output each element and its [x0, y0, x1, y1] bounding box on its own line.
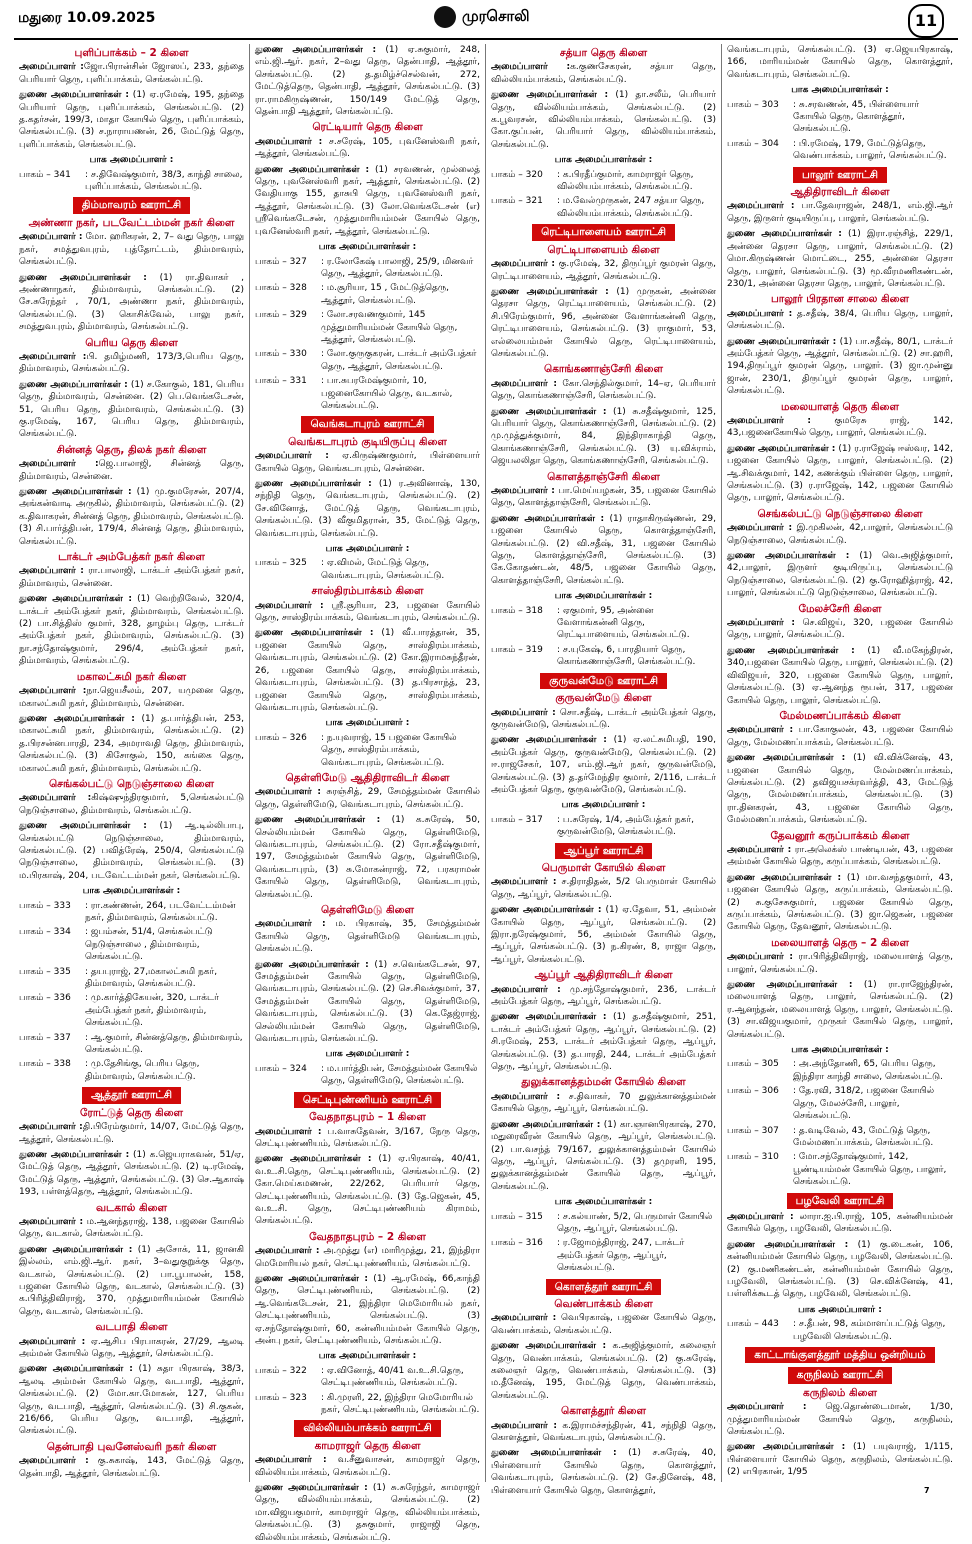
booth-label: பாகம் – 327: [255, 256, 307, 267]
edition-date: மதுரை 10.09.2025: [18, 10, 156, 26]
organizer-para: அமைப்பாளர் : லாரா.ஐ.பி.ராஜ், 105, கன்னியம்மன் கோயில் தெரு, பழவேலி, செங்கல்பட்டு.: [727, 1211, 953, 1235]
region-label: பாலூர் ஊராட்சி: [793, 167, 887, 183]
booth-text: : ர.ஜோமந்திராஜ், 247, டாக்டர் அம்பேத்கர் தெரு, ஆப்பூர், செங்கல்பட்டு.: [557, 1238, 685, 1274]
branch-title: ரெட்டியார் தெரு கிளை: [312, 121, 423, 134]
organizer-para: அமைப்பாளர் :க.குணசேகரன், சத்யா தெரு, வில்லியம்பாக்கம், செங்கல்பட்டு.: [491, 62, 716, 85]
booth-text: : ந.யுவராஜ், 15 பஜனை கோயில் தெரு, சாஸ்திரம்பாக்கம், வெங்கடாபுரம், செங்கல்பட்டு.: [321, 732, 457, 768]
deputy-para: துணை அமைப்பாளர்கள் : (1) சு.சுரேந்தர், காமராஜர் தெரு, வில்லியம்பாக்கம், செங்கல்பட்டு. (2) மா.விஜயகுமார், காமராஜர் தெரு, வில்லியம்பாக்கம், செங்கல்பட்டு. (3) தசுகுமார், ராஜாஜி தெரு, வில்லியம்பாக்கம், செங்கல்பட்டு.: [255, 1483, 480, 1543]
branch-title: செங்கல்பட்டு நெடுஞ்சாலை கிளை: [757, 507, 923, 520]
booth-text: : அ.அந்தோணி, 65, பெரிய தெரு, இந்திரா காந்தி சாலை, செங்கல்பட்டு.: [793, 1059, 943, 1082]
section-subheading: பாக அமைப்பாளர்கள் :: [318, 1351, 417, 1362]
deputy-para: துணை அமைப்பாளர்கள் : (1) ர.அவினாஷ், 130, சந்நிதி தெரு, வெங்கடாபுரம், செங்கல்பட்டு. (2) சே.வினோத், மேட்டுத் தெரு, வெங்கடாபுரம், செங்கல்பட்டு. (3) வீகுமிதரான், 35, மேட்டுத் தெரு, வெங்கடாபுரம், செங்கல்பட்டு.: [255, 479, 481, 539]
booth-label: பாகம் – 326: [255, 732, 307, 743]
booth-text: : ஆ.குமார், சின்னத்தெரு, திம்மாவரம், செங்கல்பட்டு.: [85, 1032, 243, 1056]
organizer-para: அமைப்பாளர் : பா.தேவராஜன், 248/1, எம்.ஜி.ஆர் தெரு, இருளர் குடியிருப்பு, பாலூர், செங்கல்பட்டு.: [727, 201, 953, 224]
booth-label: பாகம் – 303: [727, 99, 779, 110]
column-2: [250, 44, 486, 1543]
booth-text: : ம.பார்த்திபன், சேமத்தம்மன் கோயில் தெரு, தெள்ளிமேடு, செங்கல்பட்டு.: [321, 1063, 478, 1087]
organizer-para: அமைப்பாளர் : ச.சரேஷ், 105, புவனேஸ்வரி நகர், ஆத்தூர், செங்கல்பட்டு.: [255, 136, 480, 160]
branch-title: ரெட்டிபாளையம் கிளை: [547, 243, 660, 256]
branch-title: மேலச்சேரி கிளை: [798, 602, 882, 615]
region-label: பழவேலி ஊராட்சி: [787, 1193, 894, 1209]
booth-row: [255, 348, 480, 373]
booth-text: : ம.சூரியா, 15 , மேட்டுத்தெரு, ஆத்தூர், செங்கல்பட்டு.: [321, 283, 450, 306]
column-1: [14, 44, 250, 1482]
booth-text: : மு.கார்த்திகேயன், 320, டாக்டர் அம்பேத்கர் நகர், திம்மாவரம், செங்கல்பட்டு.: [85, 993, 219, 1029]
sun-icon: [434, 6, 456, 28]
organizer-para: அமைப்பாளர் : செ.விஜய், 320, பஜனை கோயில் தெரு, பாலூர், செங்கல்பட்டு.: [727, 618, 953, 641]
organizer-para: அமைப்பாளர் : சொ.சதீஷ், டாக்டர் அம்பேத்கர் தெரு, குருவன்மேடு, செங்கல்பட்டு.: [491, 707, 716, 730]
section-subheading: பாக அமைப்பாளர் :: [325, 718, 410, 729]
booth-label: பாகம் – 322: [255, 1365, 307, 1376]
booth-row: [255, 375, 480, 412]
branch-title: மலையாளத் தெரு கிளை: [781, 400, 899, 413]
newspaper-logo: [434, 6, 530, 28]
deputy-para: துணை அமைப்பாளர்கள் : (1) ஆ.டில்லிபாபு, செங்கல்பட்டு நெடுஞ்சாலை, திம்மாவரம், செங்கல்பட்டு. (2) பவித்ரேஷ், 250/4, செங்கல்பட்டு நெடுஞ்சாலை, திம்மாவரம், செங்கல்பட்டு. (3) ம.பிரகாஷ், 204, படவேட்டம்மன் நகர், செங்கல்பட்டு.: [19, 821, 244, 881]
page-number: 11: [908, 4, 944, 38]
section-subheading: பாக அமைப்பாளர் :: [325, 1049, 410, 1060]
deputy-para: துணை அமைப்பாளர்கள் : (1) ர.ராஜேஷ் ஈஸ்வர, 142, பஜனை கோயில் தெரு, பாலூர், செங்கல்பட்டு. (2) ஆ.சிவக்குமார், 142, கணக்கும் பிள்ளை தெரு, பாலூர், செங்கல்பட்டு. (3) ர.ராஜேஷ், 142, பஜனை கோயில் தெரு, பாலூர், செங்கல்பட்டு.: [727, 443, 953, 504]
booth-text: : மோ.சந்தோஷ்குமார், 142, பூண்டியம்மன் கோயில் தெரு, பாலூர், செங்கல்பட்டு.: [793, 1152, 947, 1188]
region-label: திம்மாவரம் ஊராட்சி: [73, 197, 190, 213]
deputy-para: துணை அமைப்பாளர்கள் : (1) ரா.திவாகர் , அண்ணாநகர், திம்மாவரம், செங்கல்பட்டு. (2) சே.சுரேந்தர் , 70/1, அண்ணா நகர், திம்மாவரம், செங்கல்பட்டு. (3) கொசிக்வேல், பாலு நகர், சமத்துவபுரம், திம்மாவரம், செங்கல்பட்டு.: [19, 272, 244, 333]
booth-row: [19, 169, 244, 194]
region-label: ரெட்டிபாளையம் ஊராட்சி: [532, 224, 675, 240]
deputy-para: துணை அமைப்பாளர்கள் : (1) சரவணன், முல்லைத் தெரு, புவனேஸ்வரி நகர், ஆத்தூர், செங்கல்பட்டு. (2) வேதியாகு 155, தாசுபி தெரு, புவனேஸ்வரி நகர், ஆத்தூர், செங்கல்பட்டு. (3) லோ.வெங்கடேசன் (எ) ஸ்ரீவெங்கடேசன், முத்துமாரியம்மன் கோயில் தெரு, புவனேஸ்வரி நகர், ஆத்தூர், செங்கல்பட்டு.: [255, 164, 481, 237]
deputy-para: துணை அமைப்பாளர்கள் : (1) சு.சதீஷ்குமார், 125, பெரியார் தெரு, கொங்கணாஞ்சேரி, செங்கல்பட்டு. (2) மு.முத்துக்குமார், 84, இந்திராகாந்தி தெரு, கொங்கணாஞ்சேரி, செங்கல்பட்டு. (3) யு.விக்ராம், ஜெயலலிதா தெரு, கொங்கணாஞ்சேரி, செங்கல்பட்டு.: [491, 406, 716, 467]
booth-row: [727, 99, 953, 136]
booth-row: [727, 1058, 953, 1083]
column-4: [722, 44, 958, 1482]
deputy-para: துணை அமைப்பாளர்கள் : (1) க.சுரேஷ், 50, செல்லியம்மன் கோயில் தெரு, தெள்ளிமேடு, வெங்கடாபுரம், செங்கல்பட்டு. (2) ரோ.சதீஷ்குமார், 197, சேமத்தம்மன் கோயில் தெரு, தெள்ளிமேடு, வெங்கடாபுரம், (3) சு.மோகன்ராஜ், 72, பரகராமன் கோயில் தெரு, தெள்ளிமேடு, வெங்கடாபுரம், செங்கல்பட்டு.: [255, 815, 480, 900]
section-subheading: பாக அமைப்பாளர்கள் :: [554, 1197, 653, 1208]
branch-title: சின்னத் தெரு, திலக் நகர் கிளை: [56, 443, 207, 456]
deputy-para: துணை அமைப்பாளர்கள் : (1) அசோக், 11, ஜானகி இல்லம், எம்.ஜி.ஆர். நகர், 3–வதுகுறுக்கு தெரு, வடகால், செங்கல்பட்டு. (2) பா.பூபாலன், 158, பஜனை கோயில் தெரு, வடகால், செங்கல்பட்டு. (3) க.பிரித்திவிராஜ், 370, முத்துமாரியம்மன் கோயில் தெரு, வடகால், செங்கல்பட்டு.: [19, 1244, 244, 1317]
branch-title: மகாலட்சுமி நகர் கிளை: [76, 670, 187, 683]
branch-title: ஆதிதிராவிடர் கிளை: [790, 186, 890, 199]
deputy-para: துணை அமைப்பாளர்கள் : (1) சுதா பிரகாஷ், 38/3, ஆலடி அம்மன் கோயில் தெரு, வடபாதி, ஆத்தூர், செங்கல்பட்டு. (2) மோ.கா.மோகன், 127, பெரிய தெரு, வடபாதி, ஆத்தூர், செங்கல்பட்டு. (3) சி.குகன், 216/66, பெரிய தெரு, வடபாதி, ஆத்தூர், செங்கல்பட்டு.: [19, 1364, 244, 1437]
booth-label: பாகம் – 305: [727, 1059, 779, 1070]
branch-title: ரோட்டுத் தெரு கிளை: [79, 1106, 183, 1119]
header-rule: [14, 38, 958, 40]
deputy-para: துணை அமைப்பாளர்கள் : (1) ஆ.ரமேஷ், 66,காந்தி தெரு, செட்டிபுண்ணியம், செங்கல்பட்டு. (2) ஆ.வெங்கடேசன், 21, இந்திரா மெமோரியல் நகர், செட்டிபுண்ணியம், செங்கல்பட்டு. (3) ஏ.சந்தோஷ்குமார், 60, கன்னியம்மன் கோயில் தெரு, அன்பு நகர், செட்டிபுண்ணியம், செங்கல்பட்டு.: [255, 1273, 480, 1346]
booth-text: : சு.சரவணன், 45, பிள்ளையார் கோயில் தெரு, கொளத்தூர், செங்கல்பட்டு.: [793, 99, 920, 135]
branch-title: குருவன்மேடு கிளை: [555, 692, 652, 705]
booth-label: பாகம் – 318: [491, 605, 543, 616]
organizer-para: அமைப்பாளர் : ம.ஆனந்தராஜ், 138, பஜனை கோயில் தெரு, வடகால், செங்கல்பட்டு.: [19, 1216, 244, 1240]
region-label: கருநிலம் ஊராட்சி: [788, 1367, 893, 1383]
union-banner: [727, 1347, 953, 1363]
branch-title: வடபாதி கிளை: [95, 1321, 168, 1334]
booth-text: : ச.தீபன், 98, கம்மாளப்பட்டுத் தெரு, பழவேலி செங்கல்பட்டு.: [793, 1319, 946, 1342]
region-label: ஆத்தூர் ஊராட்சி: [82, 1087, 181, 1103]
deputy-para: துணை அமைப்பாளர்கள் : (1) இரா.ரஞ்சித், 229/1, அன்னை தெரசா தெரு, பாலூர், செங்கல்பட்டு. (2) மொ.கிருஷ்ணன் மொட்டை, 255, அன்னை தெரசா தெரு, பாலூர், செங்கல்பட்டு. (3) மூ.வீரமணிகண்டன், 230/1, அன்னை தெரசா தெரு, பாலூர், செங்கல்பட்டு.: [727, 229, 953, 289]
booth-row: [255, 256, 480, 281]
deputy-para: துணை அமைப்பாளர்கள் : (1) ஏ.சுகுமார், 248, எம்.ஜி.ஆர். நகர், 2–வது தெரு, தென்பாதி, ஆத்தூர், செங்கல்பட்டு. (2) த.தமிழ்ச்செல்வன், 272, மேட்டுத்தெரு, தென்பாதி, ஆத்தூர், செங்கல்பட்டு. (3) ரா.ராமகிருஷ்ணன், 150/149 மேட்டுத் தெரு, தென்பாதி ஆத்தூர், செங்கல்பட்டு.: [255, 45, 480, 118]
booth-row: [19, 1058, 244, 1083]
deputy-para: துணை அமைப்பாளர்கள் : (1) பா.சதீஷ், 80/1, டாக்டர் அம்பேத்கர் தெரு, ஆத்தூர், செங்கல்பட்டு. (2) சா.ஹரி, 194,திருப்பூர் குமரன் தெரு, பாலூர். (3) ஜா.முன்னு ஜான், 230/1, திருப்பூர் குமரன் தெரு, பாலூர், செங்கல்பட்டு.: [727, 336, 953, 397]
booth-row: [491, 814, 716, 839]
booth-row: [19, 992, 244, 1029]
booth-label: பாகம் – 341: [19, 169, 71, 180]
organizer-para: அமைப்பாளர் : குமரேசு ராஜ், 142, 43,பஜனைகோயில் தெரு, பாலூர், செங்கல்பட்டு.: [727, 415, 953, 439]
organizer-para: அமைப்பாளர் : ரா.பாலாஜி, டாக்டர் அம்பேத்கர் நகர், திம்மாவரம், சென்னை.: [19, 566, 244, 589]
branch-title: டாக்டர் அம்பேத்கர் நகர் கிளை: [58, 551, 205, 564]
branch-title: செங்கல்பட்டு நெடுஞ்சாலை கிளை: [49, 777, 214, 790]
branch-title: பாலூர் பிரதான சாலை கிளை: [770, 293, 910, 306]
booth-label: பாகம் – 328: [255, 283, 307, 294]
organizer-para: அமைப்பாளர் : ஸ்ரீ.சூரியா, 23, பஜனை கோயில் தெரு, சாஸ்திரம்பாக்கம், வெங்கடாபுரம், செங்கல்பட்டு.: [255, 600, 480, 624]
booth-label: பாகம் – 337: [19, 1032, 71, 1043]
deputy-para: துணை அமைப்பாளர்கள் : (1) தா.சலீம், பெரியார் தெரு, வில்லியம்பாக்கம், செங்கல்பட்டு. (2) க.பூவரசன், வில்லியம்பாக்கம், செங்கல்பட்டு. (3) கோ.குப்பன், பெரியார் தெரு, வில்லியம்பாக்கம், செங்கல்பட்டு.: [491, 90, 717, 150]
booth-row: [491, 644, 716, 669]
booth-row: [255, 1392, 480, 1417]
organizer-para: அமைப்பாளர் : ஏ.ஆசிப பிரபாகரன், 27/29, ஆலடி அம்மன் கோயில் தெரு, ஆத்தூர், செங்கல்பட்டு.: [19, 1336, 244, 1359]
region-banner: [255, 1092, 480, 1108]
deputy-para: துணை அமைப்பாளர்கள் : (1) ச.வெங்கடேசன், 97, சேமத்தம்மன் கோயில் தெரு, தெள்ளிமேடு, வெங்கடாபுரம், செங்கல்பட்டு. (2) செ.சிவக்குமார், 37, சேமத்தம்மன் கோயில் தெரு, தெள்ளிமேடு, வெங்கடாபுரம், செங்கல்பட்டு. (3) கெ.தேஜ்ராஜ், செல்லியம்மன் கோயில் தெரு, தெள்ளிமேடு, வெங்கடாபுரம், செங்கல்பட்டு.: [255, 959, 481, 1045]
branch-title: மலையாளத் தெரு – 2 கிளை: [771, 936, 909, 949]
section-subheading: பாக அமைப்பாளர்கள் :: [791, 1045, 889, 1056]
booth-text: : ர.லோகேஷ் பாலாஜி, 25/9, மினவர் தெரு, ஆத்தூர், செங்கல்பட்டு.: [321, 256, 474, 279]
booth-label: பாகம் – 317: [491, 814, 543, 825]
booth-text: : ச.கல்யாண், 5/2, பெருமாள் கோயில் தெரு, ஆப்பூர், செங்கல்பட்டு.: [557, 1211, 713, 1234]
region-banner: [491, 673, 716, 689]
booth-label: பாகம் – 334: [19, 927, 71, 938]
branch-title: மேல்மணப்பாக்கம் கிளை: [779, 709, 901, 722]
booth-label: பாகம் – 315: [491, 1211, 543, 1222]
booth-label: பாகம் – 338: [19, 1059, 71, 1070]
section-subheading: பாக அமைப்பாளர் :: [561, 800, 646, 811]
booth-row: [19, 966, 244, 991]
region-banner: [491, 224, 716, 240]
booth-text: : ஏ.வினோத், 40/41 வ.உ.சி.தெரு, செட்டிபுண்ணியம், செங்கல்பட்டு.: [321, 1365, 464, 1389]
booth-text: : கி.முரளி, 22, இந்திரா மெமோரியல் நகர், செட்டிபுண்ணியம், செங்கல்பட்டு.: [321, 1392, 480, 1416]
organizer-para: அமைப்பாளர் :நா.ஜெயசீலம், 207, யமுனை தெரு, மகாலட்சுமி நகர், திம்மாவரம், சென்னை.: [19, 686, 244, 709]
section-subheading: பாக அமைப்பாளர்கள் :: [82, 886, 181, 897]
continued-para: வெங்கடாபுரம், செங்கல்பட்டு. (3) ஏ.ஜெயபிரகாஷ், 166, மாரியம்மன் கோயில் தெரு, கொளத்தூர், வெங்கடாபுரம், செங்கல்பட்டு.: [727, 45, 953, 80]
organizer-para: அமைப்பாளர் : ஏ.கிருஷ்ணகுமார், பிள்ளையார் கோயில் தெரு, வெங்கடாபுரம், சென்னை.: [255, 451, 480, 474]
region-banner: [19, 197, 244, 213]
booth-label: பாகம் – 304: [727, 138, 779, 149]
section-subheading: பாக அமைப்பாளர்கள் :: [554, 591, 653, 602]
deputy-para: துணை அமைப்பாளர்கள் : (1) வெ.அஜித்குமார், 42,பாலூர், இருளர் குடியிருப்பு, செங்கல்பட்டு நெடுஞ்சாலை, செங்கல்பட்டு. (2) கு.ரோஹித்ராஜ், 42, பாலூர், செங்கல்பட்டு நெடுஞ்சாலை, செங்கல்பட்டு.: [727, 551, 953, 599]
deputy-para: துணை அமைப்பாளர்கள் : (1) ச.சுரேஷ், 40, பிள்ளையார் கோயில் தெரு, கொளத்தூர், வெங்கடாபுரம், செங்கல்பட்டு. (2) சே.தினேஷ், 48, பிள்ளையார் கோயில் தெரு, கொளத்தூர்,: [491, 1448, 716, 1496]
booth-text: : ஏ.விமல், மேட்டுத் தெரு, வெங்கடாபுரம், செங்கல்பட்டு.: [321, 558, 445, 581]
booth-text: : த.வடிவேல், 43, மேட்டுத் தெரு, மேல்மணப்பாக்கம், செங்கல்பட்டு.: [793, 1125, 934, 1148]
booth-row: [255, 732, 480, 769]
organizer-para: அமைப்பாளர் : வ.சீனுவாசன், காமராஜர் தெரு, வில்லியம்பாக்கம், செங்கல்பட்டு.: [255, 1455, 480, 1478]
booth-row: [727, 1125, 953, 1150]
booth-text: : ச.திவேஷ்குமார், 38/3, காந்தி சாலை, புளிப்பாக்கம், செங்கல்பட்டு.: [85, 169, 243, 193]
booth-text: : ஏகுமார், 95, அன்னை வேளாங்கன்னி தெரு, ரெட்டிபாளையம், செங்கல்பட்டு.: [557, 605, 690, 641]
organizer-para: அமைப்பாளர் : கோ.செந்தில்குமார், 14–ஏ, பெரியார் தெரு, கொங்கணாஞ்சேரி, செங்கல்பட்டு.: [491, 378, 716, 402]
region-banner: [491, 843, 716, 859]
organizer-para: அமைப்பாளர் :பி. தமிழ்மணி, 173/3,பெரிய தெரு, திம்மாவரம், செங்கல்பட்டு.: [19, 351, 244, 375]
branch-title: கொளத்தாஞ்சேரி கிளை: [547, 470, 660, 483]
branch-title: காமராஜர் தெரு கிளை: [314, 1439, 421, 1452]
branch-title: கொளத்தூர் கிளை: [561, 1405, 646, 1418]
organizer-para: அமைப்பாளர் :தி.பிரேம்குமார், 14/07, மேட்டுத் தெரு, ஆத்தூர், செங்கல்பட்டு.: [19, 1122, 244, 1145]
deputy-para: துணை அமைப்பாளர்கள் : (1) முருகன், அன்னை தெரசா தெரு, ரெட்டிபாளையம், செங்கல்பட்டு. (2) சி.பிரேம்குமார், 96, அன்னை வேளாங்கன்னி தெரு, ரெட்டிபாளையம், செங்கல்பட்டு. (3) ராகுமார், 53, எல்லையம்மன் கோயில் தெரு, ரெட்டிபாளையம், செங்கல்பட்டு.: [491, 286, 717, 359]
branch-title: பெரிய தெரு கிளை: [85, 336, 178, 349]
booth-label: பாகம் – 320: [491, 169, 543, 180]
organizer-para: அமைப்பாளர் : ம. பிரகாஷ், 35, சேமத்தம்மன் கோயில் தெரு, தெள்ளிமேடு வெங்கடாபுரம், செங்கல்பட்டு.: [255, 919, 480, 955]
organizer-para: அமைப்பாளர் : மோ. ஹரிகரன், 2, 7– வது தெரு, பாலு நகர், சமத்துவபுரம், புத்தோட்டம், திம்மாவரம், செங்கல்பட்டு.: [19, 232, 244, 268]
region-label: ஆப்பூர் ஊராட்சி: [555, 843, 653, 859]
deputy-para: துணை அமைப்பாளர்கள் : (1) வீ.பாரத்தான், 35, பஜனை கோயில் தெரு, சாஸ்திரம்பாக்கம், வெங்கடாபுரம், செங்கல்பட்டு. (2) கோ.இராமசுந்தீரன், 26, பஜனை கோயில் தெரு, சாஸ்திரம்பாக்கம், வெங்கடாபுரம், செங்கல்பட்டு. (3) த.பிரசாந்த், 23, பஜனை கோயில் தெரு, சாஸ்திரம்பாக்கம், வெங்கடாபுரம், செங்கல்பட்டு.: [255, 628, 481, 713]
section-subheading: பாக அமைப்பாளர்கள் :: [791, 85, 889, 96]
organizer-para: அமைப்பாளர் : பா.மெய்யழகன், 35, பஜனை கோயில் தெரு, கொளத்தாஞ்சேரி, செங்கல்பட்டு.: [491, 486, 716, 509]
column-3: [486, 44, 722, 1496]
branch-title: தெள்ளிமேடு கிளை: [320, 904, 415, 916]
deputy-para: துணை அமைப்பாளர்கள் : (1) மு.குமரேசன், 207/4, அங்கன்வாடி அருகில், திம்மாவரம், செங்கல்பட்டு. (2) க.திவாகரன், சின்னத் தெரு, திம்மாவரம், செங்கல்பட்டு. (3) சி.பார்த்திபன், 179/4, சின்னத் தெரு, திம்மாவரம், செங்கல்பட்டு.: [19, 487, 244, 547]
booth-row: [19, 900, 244, 925]
booth-label: பாகம் – 321: [491, 196, 543, 207]
booth-label: பாகம் – 329: [255, 310, 307, 321]
deputy-para: துணை அமைப்பாளர்கள் : (1) ஏ.பிரகாஷ், 40/41, வ.உ.சி.தெரு, செட்டிபுண்ணியம், செங்கல்பட்டு. (2) கோ.மெய்கமணன், 22/262, பெரியார் தெரு, செட்டிபுண்ணியம், செங்கல்பட்டு. (3) தே.ஜெகன், 45, வ.உ.சி. தெரு, செட்டிபுண்ணியம் கிராமம், செங்கல்பட்டு.: [255, 1154, 480, 1227]
deputy-para: துணை அமைப்பாளர்கள் : (1) ஏ.தேவா, 51, அம்மன் கோயில் தெரு, ஆப்பூர், செங்கல்பட்டு. (2) இரா.நரேஷ்குமார், 56, அம்மன் கோயில் தெரு, ஆப்பூர், செங்கல்பட்டு. (3) ந.கிரண், 8, ராஜா தெரு, ஆப்பூர், செங்கல்பட்டு.: [491, 905, 717, 965]
organizer-para: அமைப்பாளர் : இ.முகிலன், 42,பாலூர், செங்கல்பட்டு நெடுஞ்சாலை, செங்கல்பட்டு.: [727, 523, 954, 546]
booth-text: : ம.வேல்முருகன், 247 சத்யா தெரு, வில்லியம்பாக்கம், செங்கல்பட்டு.: [557, 196, 705, 219]
branch-title: புளிப்பாக்கம் – 2 கிளை: [74, 47, 189, 59]
branch-title: சாஸ்திரம்பாக்கம் கிளை: [311, 585, 424, 598]
region-banner: [255, 1420, 480, 1436]
branch-title: தென்பாதி புவனேஸ்வரி நகர் கிளை: [46, 1440, 217, 1453]
booth-text: : லோ.சரவணகுமார், 145 முத்துமாரியம்மன் கோயில் தெரு, ஆத்தூர், செங்கல்பட்டு.: [321, 310, 458, 345]
booth-text: : தயபுராஜ், 27,மகாலட்சுமி நகர், திம்மாவரம், செங்கல்பட்டு.: [85, 966, 218, 990]
booth-text: : ரா.கண்ணன், 264, படவேட்டம்மன் நகர், திம்மாவரம், செங்கல்பட்டு.: [85, 900, 236, 923]
deputy-para: துணை அமைப்பாளர்கள் : (1) க.ஜெயராகவன், 51/ஏ, மேட்டுத் தெரு, ஆத்தூர், செங்கல்பட்டு. (2) டி.ரமேஷ், மேட்டுத் தெரு, ஆத்தூர், செங்கல்பட்டு. (3) செ.ஆகாஷ் 193, பள்ளத்தெரு, ஆத்தூர், செங்கல்பட்டு.: [19, 1149, 244, 1198]
organizer-para: அமைப்பாளர் : ஜெ.தொண்டைமான், 1/30, முத்துமாரியம்மன் கோயில் தெரு, கருநிலம், செங்கல்பட்டு.: [727, 1402, 953, 1438]
organizer-para: அமைப்பாளர் : ப.வாசுதேவன், 3/167, நேரு தெரு, செட்டிபுண்ணியம், செங்கல்பட்டு.: [255, 1126, 480, 1149]
region-label: செட்டிபுண்ணியம் ஊராட்சி: [294, 1092, 441, 1108]
booth-text: : ப.சுரேஷ், 1/4, அம்பேத்கர் நகர், குருவன்மேடு, செங்கல்பட்டு.: [557, 814, 694, 838]
deputy-para: துணை அமைப்பாளர்கள் : (1) ஏ.லட்சுமிபதி, 190, அம்பேத்கர் தெரு, குருவன்மேடு, செங்கல்பட்டு. (2) ஈ.ராஜசேகர், 107, எம்.ஜி.ஆர் நகர், குருவன்மேடு, செங்கல்பட்டு. (3) த.தர்மேந்திர குமார், 2/116, டாக்டர் அம்பேத்கர் தெரு, குருவன்மேடு, செங்கல்பட்டு.: [491, 735, 716, 795]
logo-text: முரசொலி: [462, 7, 530, 25]
branch-title: வடகால் கிளை: [96, 1201, 167, 1214]
section-subheading: பாக அமைப்பாளர் :: [798, 1304, 882, 1315]
region-banner: [727, 167, 953, 183]
region-banner: [491, 1279, 716, 1295]
booth-label: பாகம் – 324: [255, 1063, 307, 1074]
booth-text: : மு.தேசிங்கு, பெரிய தெரு, திம்மாவரம், செங்கல்பட்டு.: [85, 1059, 200, 1082]
branch-title: சத்யா தெரு கிளை: [559, 47, 648, 59]
article-columns: [14, 44, 958, 1543]
deputy-para: துணை அமைப்பாளர்கள் : (1) வீ.மகேந்திரன், 340,பஜனை கோயில் தெரு, பாலூர், செங்கல்பட்டு. (2) விவிஜயர், 320, பஜனை கோயில் தெரு, பாலூர், செங்கல்பட்டு. (3) ஏ.ஆனந்த ரூபன், 317, பஜனை கோயில் தெரு, பாலூர், செங்கல்பட்டு.: [727, 645, 953, 706]
branch-title: பெருமாள் கோயில் கிளை: [541, 861, 666, 874]
booth-text: : ஜபம்சன், 51/4, செங்கல்பட்டு நெடுஞ்சாலை , திம்மாவரம், செங்கல்பட்டு.: [85, 927, 213, 963]
booth-label: பாகம் – 307: [727, 1125, 779, 1136]
booth-row: [727, 1318, 953, 1343]
booth-text: : க.பிரதீப்குமார், காமராஜர் தெரு, வில்லியம்பாக்கம், செங்கல்பட்டு.: [557, 169, 694, 193]
booth-text: : லோ.குருகுகரன், டாக்டர் அம்பேத்கர் தெரு, ஆத்தூர், செங்கல்பட்டு.: [321, 349, 477, 372]
booth-label: பாகம் – 336: [19, 993, 71, 1004]
branch-title: வெங்கடாபுரம் குடியிருப்பு கிளை: [288, 435, 447, 448]
booth-text: : தே.ரவி, 318/2, பஜனை கோயில் தெரு, மேலச்சேரி, பாலூர், செங்கல்பட்டு.: [793, 1086, 935, 1122]
region-label: குருவன்மேடு ஊராட்சி: [540, 673, 667, 689]
booth-row: [491, 605, 716, 642]
branch-title: தெள்ளிமேடு ஆதிதிராவிடர் கிளை: [285, 771, 450, 784]
organizer-para: அமைப்பாளர் : கு.ரமேஷ், 32, திருப்பூர் குமரன் தெரு, ரெட்டிபாளையம், ஆத்தூர், செங்கல்பட்டு.: [491, 259, 716, 282]
branch-title: துலுக்கானத்தம்மன் கோயில் கிளை: [521, 1076, 686, 1089]
booth-row: [727, 138, 953, 163]
organizer-para: அமைப்பாளர் :ஜெ.பாலாஜி, சின்னத் தெரு, திம்மாவரம், சென்னை.: [19, 459, 244, 482]
organizer-para: அமைப்பாளர் : பா.கோகுலன், 43, பஜனை கோயில் தெரு, மேல்மணப்பாக்கம், செங்கல்பட்டு.: [727, 725, 953, 748]
booth-label: பாகம் – 443: [727, 1319, 779, 1330]
branch-title: ஆப்பூர் ஆதிதிராவிடர் கிளை: [534, 969, 673, 982]
booth-label: பாகம் – 316: [491, 1238, 543, 1249]
booth-row: [727, 1085, 953, 1122]
region-banner: [727, 1367, 953, 1383]
booth-row: [491, 1237, 716, 1274]
deputy-para: துணை அமைப்பாளர்கள் : (1) வி.விக்னேஷ், 43, பஜனை கோயில் தெரு, மேல்மணப்பாக்கம், செங்கல்பட்டு. (2) தவிஜயசக்ரவர்த்தி, 43, மேட்டுத் தெரு, மேல்மணப்பாக்கம், செங்கல்பட்டு. (3) ரா.தினகரன், 43, பஜனை கோயில் தெரு, மேல்மணப்பாக்கம், செங்கல்பட்டு.: [727, 753, 953, 826]
deputy-para: துணை அமைப்பாளர்கள் : (1) ரா.ராஜேந்திரன், மலையாளத் தெரு, பாலூர், செங்கல்பட்டு. (2) ர.ஆனந்தன், மலையாளத் தெரு, பாலூர், செங்கல்பட்டு. (3) சா.விஜயகுமார், முருகர் கோயில் தெரு, பாலூர், செங்கல்பட்டு.: [727, 980, 953, 1040]
booth-label: பாகம் – 331: [255, 376, 307, 387]
deputy-para: துணை அமைப்பாளர்கள் : க.அஜித்குமார், கலைஞர் தெரு, வெண்பாக்கம், செங்கல்பட்டு. (2) கு.சுரேஷ், கலைஞர் தெரு, வெண்பாக்கம், செங்கல்பட்டு. (3) ம.தீனேஷ், 195, மேட்டுத் தெரு, வெண்பாக்கம், செங்கல்பட்டு.: [491, 1341, 716, 1401]
organizer-para: அமைப்பாளர் : கு.சுகாஷ், 143, மேட்டுத் தெரு, தென்பாதி, ஆத்தூர், செங்கல்பட்டு.: [19, 1456, 244, 1479]
booth-label: பாகம் – 325: [255, 558, 307, 569]
organizer-para: அமைப்பாளர் : த.சதீஷ், 38/4, பெரிய தெரு, பாலூர், செங்கல்பட்டு.: [727, 308, 953, 332]
booth-text: : ச.யுகேஷ், 6, பாரதியார் தெரு, கொங்கணாஞ்சேரி, செங்கல்பட்டு.: [557, 644, 696, 668]
region-label: வெங்கடாபுரம் ஊராட்சி: [301, 416, 433, 432]
booth-label: பாகம் – 330: [255, 349, 307, 360]
booth-text: : பி.ரமேஷ், 179, மேட்டுத்தெரு, வெண்பாக்கம், பாலூர், செங்கல்பட்டு.: [793, 138, 947, 162]
organizer-para: அமைப்பாளர் : சுரஞ்சித், 29, சேமத்தம்மன் கோயில் தெரு, தெள்ளிமேடு, வெங்கடாபுரம், செங்கல்பட்டு.: [255, 787, 480, 810]
section-subheading: பாக அமைப்பாளர் :: [89, 155, 174, 166]
organizer-para: அமைப்பாளர் :கிஷ்ஷுந்திரகுமார், 5,செங்கல்பட்டு நெடுஞ்சாலை, திம்மாவரம், செங்கல்பட்டு.: [19, 793, 244, 816]
deputy-para: துணை அமைப்பாளர்கள் : (1) வெற்றிவேல், 320/4, டாக்டர் அம்பேத்கர் நகர், திம்மாவரம், செங்கல்பட்டு. (2) பா.சித்திஸ் குமார், 328, தாழம்பு தெரு, டாக்டர் அம்பேத்கர் நகர், திம்மாவரம், செங்கல்பட்டு. (3) நா.சந்தோஷ்குமார், 296/4, அம்பேத்கர் நகர், திம்மாவரம், செங்கல்பட்டு.: [19, 594, 244, 667]
branch-title: கருநிலம் கிளை: [803, 1386, 877, 1399]
booth-row: [255, 309, 480, 346]
booth-row: [491, 195, 716, 220]
booth-label: பாகம் – 333: [19, 900, 71, 911]
booth-label: பாகம் – 323: [255, 1392, 307, 1403]
deputy-para: துணை அமைப்பாளர்கள் : (1) கு.டைகன், 106, கன்னியம்மன் கோயில் தெரு, பழவேலி, செங்கல்பட்டு. (2) கு.மணிகண்டன், கன்னியம்மன் கோயில் தெரு, பழவேலி, செங்கல்பட்டு. (3) செ.விக்னேஷ், 41, பள்ளிக்கூடத் தெரு, பழவேலி, செங்கல்பட்டு.: [727, 1239, 954, 1300]
region-label: காட்டாங்குளத்தூர் மத்திய ஒன்றியம்: [745, 1347, 934, 1363]
region-label: கொளத்தூர் ஊராட்சி: [546, 1279, 662, 1295]
organizer-para: அமைப்பாளர் : ச.திவாகர், 70 துலுக்கானத்தம்மன் கோயில் தெரு, ஆப்பூர், செங்கல்பட்டு.: [491, 1091, 716, 1115]
region-label: வில்லியம்பாக்கம் ஊராட்சி: [294, 1420, 440, 1436]
booth-label: பாகம் – 335: [19, 966, 71, 977]
booth-label: பாகம் – 306: [727, 1086, 779, 1097]
region-banner: [727, 1193, 953, 1209]
section-subheading: பாக அமைப்பாளர்கள் :: [318, 242, 417, 253]
deputy-para: துணை அமைப்பாளர்கள் : (1) மா.வசந்தகுமார், 43, பஜனை கோயில் தெரு, கருப்பாக்கம், செங்கல்பட்டு. (2) சு.குசேசுகுமார், பஜனை கோயில் தெரு, கருப்பாக்கம், செங்கல்பட்டு. (3) ஜா.ஜெகன், பஜனை கோயில் தெரு, தேவனூர், செங்கல்பட்டு.: [727, 872, 953, 933]
booth-row: [491, 169, 716, 194]
footer-number: 7: [924, 1486, 930, 1495]
branch-title: தேவனூர் கருப்பாக்கம் கிளை: [770, 829, 910, 842]
masthead: [0, 0, 972, 38]
booth-text: : பா.சுபரமேஷ்குமார், 10, பஜனைகோயில் தெரு, வடகால், செங்கல்பட்டு.: [321, 376, 453, 411]
region-banner: [255, 416, 480, 432]
deputy-para: துணை அமைப்பாளர்கள் : (1) ச.கோகுல், 181, பெரிய தெரு, திம்மாவரம், சென்னை. (2) பெ.வெங்கடேசன், 51, பெரிய தெரு, திம்மாவரம், செங்கல்பட்டு. (3) கு.ரமேஷ், 167, பெரிய தெரு, திம்மாவரம், செங்கல்பட்டு.: [19, 379, 244, 440]
booth-row: [255, 1365, 480, 1390]
booth-label: பாகம் – 319: [491, 644, 543, 655]
booth-row: [727, 1151, 953, 1188]
deputy-para: துணை அமைப்பாளர்கள் : (1) த.சதீஷ்குமார், 251, டாக்டர் அம்பேத்கர் தெரு, ஆப்பூர், செங்கல்பட்டு. (2) சி.ரமேஷ், 253, டாக்டர் அம்பேத்கர் தெரு, ஆப்பூர், செங்கல்பட்டு. (3) த.பாரதி, 244, டாக்டர் அம்பேத்கர் தெரு, ஆப்பூர், செங்கல்பட்டு.: [491, 1012, 716, 1073]
branch-title: வேதநாதபுரம் – 1 கிளை: [309, 1111, 426, 1124]
booth-row: [255, 282, 480, 307]
booth-row: [491, 1211, 716, 1236]
organizer-para: அமைப்பாளர் : மு.சந்தோஷ்குமார், 236, டாக்டர் அம்பேத்கர் தெரு, ஆப்பூர், செங்கல்பட்டு.: [491, 984, 716, 1008]
organizer-para: அமைப்பாளர் : ச.திராதிதன், 5/2 பெருமாள் கோயில் தெரு, ஆப்பூர், செங்கல்பட்டு.: [491, 877, 716, 900]
organizer-para: அமைப்பாளர் : க.இராமச்சந்திரன், 41, சந்நிதி தெரு, கொளத்தூர், வெங்கடாபுரம், செங்கல்பட்டு.: [491, 1420, 716, 1444]
organizer-para: அமைப்பாளர் : ரா.பிரித்திவிராஜ், மலையாளத் தெரு, பாலூர், செங்கல்பட்டு.: [727, 952, 953, 975]
booth-row: [19, 926, 244, 963]
deputy-para: துணை அமைப்பாளர்கள் : (1) ராதாகிருஷ்ணன், 29, பஜனை கோயில் தெரு, கொளத்தாஞ்சேரி, செங்கல்பட்டு. (2) வி.சதீஷ், 31, பஜனை கோயில் தெரு, கொளத்தாஞ்சேரி, செங்கல்பட்டு. (3) கே.கோதண்டன், 48/5, பஜனை கோயில் தெரு, கொளத்தாஞ்சேரி, செங்கல்பட்டு.: [491, 513, 717, 586]
deputy-para: துணை அமைப்பாளர்கள் : (1) கா.ஞானபிரகாஷ், 270, மதுரைவீரன் கோயில் தெரு, ஆப்பூர், செங்கல்பட்டு. (2) பா.வசந்த் 79/167, துலுக்கானத்தம்மன் கோயில் தெரு, ஆப்பூர், செங்கல்பட்டு. (3) தமுரளி, 195, துலுக்கானத்தம்மன் கோயில் தெரு, ஆப்பூர், செங்கல்பட்டு.: [491, 1119, 717, 1192]
branch-title: அண்ணா நகர், படவேட்டம்மன் நகர் கிளை: [28, 216, 235, 229]
branch-title: வெண்பாக்கம் கிளை: [554, 1297, 653, 1310]
branch-title: வேதநாதபுரம் – 2 கிளை: [309, 1230, 426, 1243]
deputy-para: துணை அமைப்பாளர்கள் : (1) த.பார்த்திபன், 253, மகாலட்சுமி நகர், திம்மாவரம், செங்கல்பட்டு. (2) த.பிரசன்னபாரதி, 234, அமராவதி தெரு, திம்மாவரம், செங்கல்பட்டு. (3) கிசோகுல், 150, கங்கை தெரு, மகாலட்சுமி நகர், திம்மாவரம், செங்கல்பட்டு.: [19, 713, 245, 774]
section-subheading: பாக அமைப்பாளர்கள் :: [554, 155, 653, 166]
booth-row: [255, 557, 480, 582]
organizer-para: அமைப்பாளர் : ரா.அலெக்ஸ் பாண்டியன், 43, பஜனை அம்மன் கோயில் தெரு, கருப்பாக்கம், செங்கல்பட்டு.: [727, 844, 953, 868]
section-subheading: பாக அமைப்பாளர் :: [325, 544, 410, 555]
deputy-para: துணை அமைப்பாளர்கள் : (1) பயுவராஜ், 1/115, பிள்ளையார் கோயில் தெரு, கருநிலம், செங்கல்பட்டு. (2) எபிரகான், 1/95: [727, 1442, 953, 1478]
organizer-para: அமைப்பாளர் : அ.முத்து (எ) மாரிமுத்து, 21, இந்திரா மெமோரியல் நகர், செட்டிபுண்ணியம், செங்கல்பட்டு.: [255, 1246, 480, 1269]
booth-row: [19, 1032, 244, 1057]
region-banner: [19, 1087, 244, 1103]
branch-title: கொங்கணாஞ்சேரி கிளை: [544, 363, 663, 376]
booth-label: பாகம் – 310: [727, 1152, 779, 1163]
deputy-para: துணை அமைப்பாளர்கள் : (1) ஏ.ரமேஷ், 195, தந்தை பெரியார் தெரு, புளிப்பாக்கம், செங்கல்பட்டு. (2) த.கதர்சன், 199/3, மாதா கோயில் தெரு, புளிப்பாக்கம், செங்கல்பட்டு. (3) ச.நாராயணன், 26, மேட்டுத் தெரு, புளிப்பாக்கம், செங்கல்பட்டு.: [19, 90, 245, 150]
booth-row: [255, 1063, 480, 1088]
organizer-para: அமைப்பாளர் :ஜோ.பிரான்சின் ஜோஸப், 233, தந்தை பெரியார் தெரு, புளிப்பாக்கம், செங்கல்பட்டு.: [19, 62, 244, 85]
organizer-para: அமைப்பாளர் : வெபிரகாஷ், பஜனை கோயில் தெரு, வெண்பாக்கம், செங்கல்பட்டு.: [491, 1313, 717, 1336]
